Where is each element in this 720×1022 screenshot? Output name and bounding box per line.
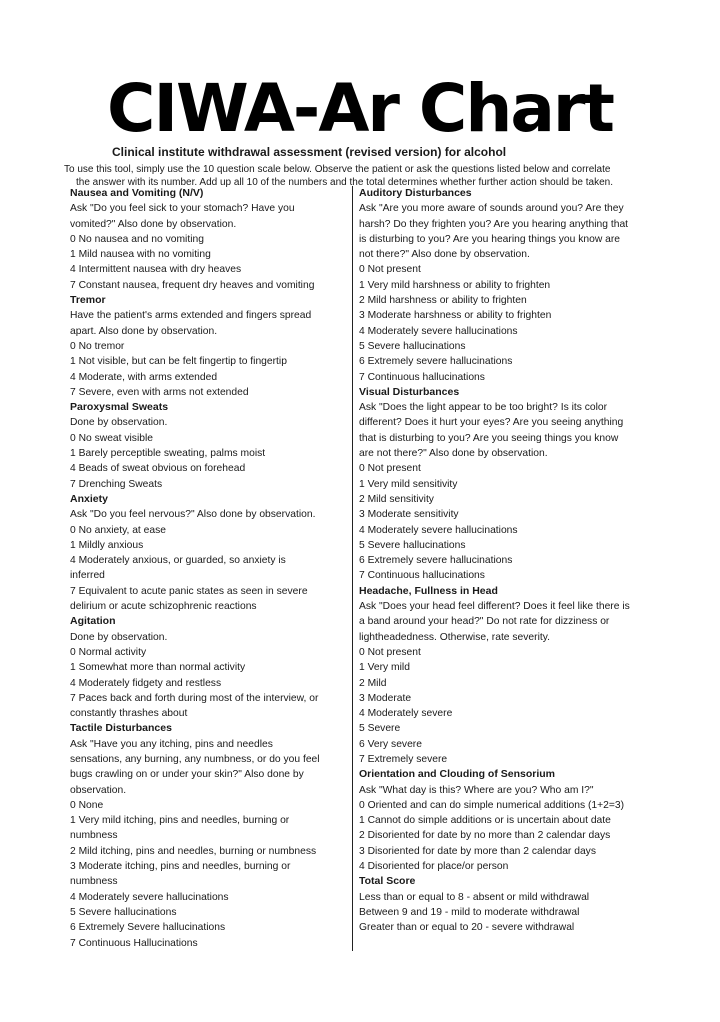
section-heading: Visual Disturbances [359,385,460,398]
section-line: numbness [70,876,118,888]
section-line: 1 Very mild sensitivity [359,478,458,490]
section-line: is disturbing to you? Are you hearing things you know are [359,233,621,245]
section-line: inferred [70,570,105,582]
section-line: 2 Disoriented for date by no more than 2 calendar days [359,830,611,842]
section-line: 0 No tremor [70,340,125,352]
section-line: 3 Moderate harshness or ability to frighten [359,310,552,322]
section-line: 5 Severe [359,723,401,735]
section-line: 7 Paces back and forth during most of the interview, or [70,692,319,704]
section-line: Between 9 and 19 - mild to moderate withdrawal [359,906,580,918]
section-line: 6 Extremely severe hallucinations [359,356,513,368]
section-line: 0 Not present [359,463,421,475]
section-line: 2 Mild harshness or ability to frighten [359,295,527,307]
section-line: 4 Moderately severe [359,708,453,720]
section-line: observation. [70,784,127,796]
section-headache-fullness-in-head [359,584,649,768]
section-line: 4 Moderately anxious, or guarded, so anxiety is [70,555,286,567]
section-line: Ask "What day is this? Where are you? Who am I?" [359,784,594,796]
section-line: are not there?" Also done by observation. [359,448,548,460]
section-line: 0 Not present [359,646,421,658]
section-line: 1 Somewhat more than normal activity [70,662,246,674]
section-line: 4 Disoriented for place/or person [359,861,509,873]
section-anxiety [70,492,347,614]
section-line: 6 Extremely severe hallucinations [359,555,513,567]
section-line: 4 Moderately fidgety and restless [70,677,222,689]
section-line: apart. Also done by observation. [70,325,218,337]
section-line: 0 Not present [359,264,421,276]
section-line: 2 Mild [359,677,387,689]
section-line: 0 No sweat visible [70,432,153,444]
section-orientation-and-clouding-of-sensorium [359,767,649,874]
section-line: 4 Moderately severe hallucinations [359,524,518,536]
section-line: 0 Normal activity [70,646,147,658]
section-line: 1 Very mild itching, pins and needles, burning or [70,815,290,827]
section-line: 0 No nausea and no vomiting [70,233,204,245]
section-tactile-disturbances [70,721,347,950]
section-line: sensations, any burning, any numbness, or do you feel [70,753,320,765]
section-line: 3 Disoriented for date by more than 2 calendar days [359,845,596,857]
section-visual-disturbances [359,385,649,584]
section-line: 7 Extremely severe [359,753,448,765]
section-line: Ask "Do you feel nervous?" Also done by observation. [70,509,316,521]
section-heading: Anxiety [70,492,108,505]
right-column [353,186,649,951]
section-auditory-disturbances [359,186,649,385]
section-line: Done by observation. [70,631,168,643]
section-line: 4 Moderately severe hallucinations [70,891,229,903]
section-line: 5 Severe hallucinations [359,539,466,551]
section-line: 7 Severe, even with arms not extended [70,386,249,398]
section-heading: Paroxysmal Sweats [70,401,169,414]
assessment-columns [70,186,650,951]
section-nausea-and-vomiting-n-v [70,186,347,293]
section-line: 2 Mild sensitivity [359,493,434,505]
page-title: CIWA-Ar Chart [107,70,613,147]
section-line: 6 Very severe [359,738,422,750]
section-line: 1 Very mild harshness or ability to frighten [359,279,551,291]
section-line: 3 Moderate sensitivity [359,509,459,521]
section-line: constantly thrashes about [70,708,188,720]
section-line: different? Does it hurt your eyes? Are you seeing anything [359,417,624,429]
section-line: delirium or acute schizophrenic reactions [70,601,257,613]
section-paroxysmal-sweats [70,400,347,492]
section-line: 3 Moderate itching, pins and needles, burning or [70,861,291,873]
section-line: 1 Barely perceptible sweating, palms moist [70,448,266,460]
section-line: that is disturbing to you? Are you seeing things you know [359,432,619,444]
section-line: 4 Moderately severe hallucinations [359,325,518,337]
section-heading: Agitation [70,615,116,628]
section-heading: Nausea and Vomiting (N/V) [70,187,204,199]
section-heading: Headache, Fullness in Head [359,584,498,597]
section-line: lightheadedness. Otherwise, rate severity. [359,631,550,643]
section-heading: Auditory Disturbances [359,187,472,199]
section-line: a band around your head?" Do not rate for dizziness or [359,616,610,628]
section-line: 1 Cannot do simple additions or is uncertain about date [359,815,611,827]
section-line: Ask "Do you feel sick to your stomach? Have you [70,203,295,215]
section-line: 4 Intermittent nausea with dry heaves [70,264,242,276]
section-heading: Orientation and Clouding of Sensorium [359,768,555,781]
section-tremor [70,293,347,400]
section-line: 6 Extremely Severe hallucinations [70,922,226,934]
section-line: 7 Equivalent to acute panic states as seen in severe [70,585,308,597]
section-agitation [70,614,347,721]
intro-line: To use this tool, simply use the 10 question scale below. Observe the patient or ask the questions listed below and correlate [64,164,611,175]
section-line: 3 Moderate [359,692,412,704]
section-line: Greater than or equal to 20 - severe withdrawal [359,922,575,934]
section-line: 7 Continuous hallucinations [359,570,485,582]
section-line: not there?" Also done by observation. [359,249,530,261]
section-line: 7 Continuous hallucinations [359,371,485,383]
section-total-score [359,874,649,935]
section-line: Done by observation. [70,417,168,429]
section-line: 1 Mildly anxious [70,539,144,551]
section-line: 4 Beads of sweat obvious on forehead [70,463,246,475]
section-line: 0 Oriented and can do simple numerical additions (1+2=3) [359,799,625,811]
section-line: Ask "Are you more aware of sounds around you? Are they [359,203,624,215]
section-line: 7 Drenching Sweats [70,478,163,490]
section-line: 4 Moderate, with arms extended [70,371,218,383]
section-line: 7 Constant nausea, frequent dry heaves and vomiting [70,279,315,291]
section-line: 7 Continuous Hallucinations [70,937,198,949]
section-line: Ask "Does the light appear to be too bright? Is its color [359,402,608,414]
left-column [70,186,353,951]
section-line: vomited?" Also done by observation. [70,218,237,230]
section-line: 1 Not visible, but can be felt fingertip to fingertip [70,356,287,368]
section-line: 5 Severe hallucinations [359,340,466,352]
section-line: Ask "Have you any itching, pins and needles [70,738,273,750]
section-heading: Tactile Disturbances [70,722,172,735]
section-line: Have the patient's arms extended and fingers spread [70,310,312,322]
section-line: 0 No anxiety, at ease [70,524,166,536]
intro-line: the answer with its number. Add up all 10 of the numbers and the total determines whether further action should be taken. [76,177,613,188]
section-line: 1 Mild nausea with no vomiting [70,249,211,261]
section-line: 5 Severe hallucinations [70,906,177,918]
section-heading: Total Score [359,875,416,888]
section-line: 0 None [70,799,104,811]
section-line: 2 Mild itching, pins and needles, burning or numbness [70,845,317,857]
section-line: Ask "Does your head feel different? Does it feel like there is [359,601,630,613]
section-line: 1 Very mild [359,662,410,674]
section-heading: Tremor [70,294,106,307]
section-line: Less than or equal to 8 - absent or mild withdrawal [359,891,590,903]
page-subtitle: Clinical institute withdrawal assessment (revised version) for alcohol [112,145,507,159]
section-line: numbness [70,830,118,842]
section-line: harsh? Do they frighten you? Are you hearing anything that [359,218,629,230]
section-line: bugs crawling on or under your skin?" Also done by [70,769,304,781]
